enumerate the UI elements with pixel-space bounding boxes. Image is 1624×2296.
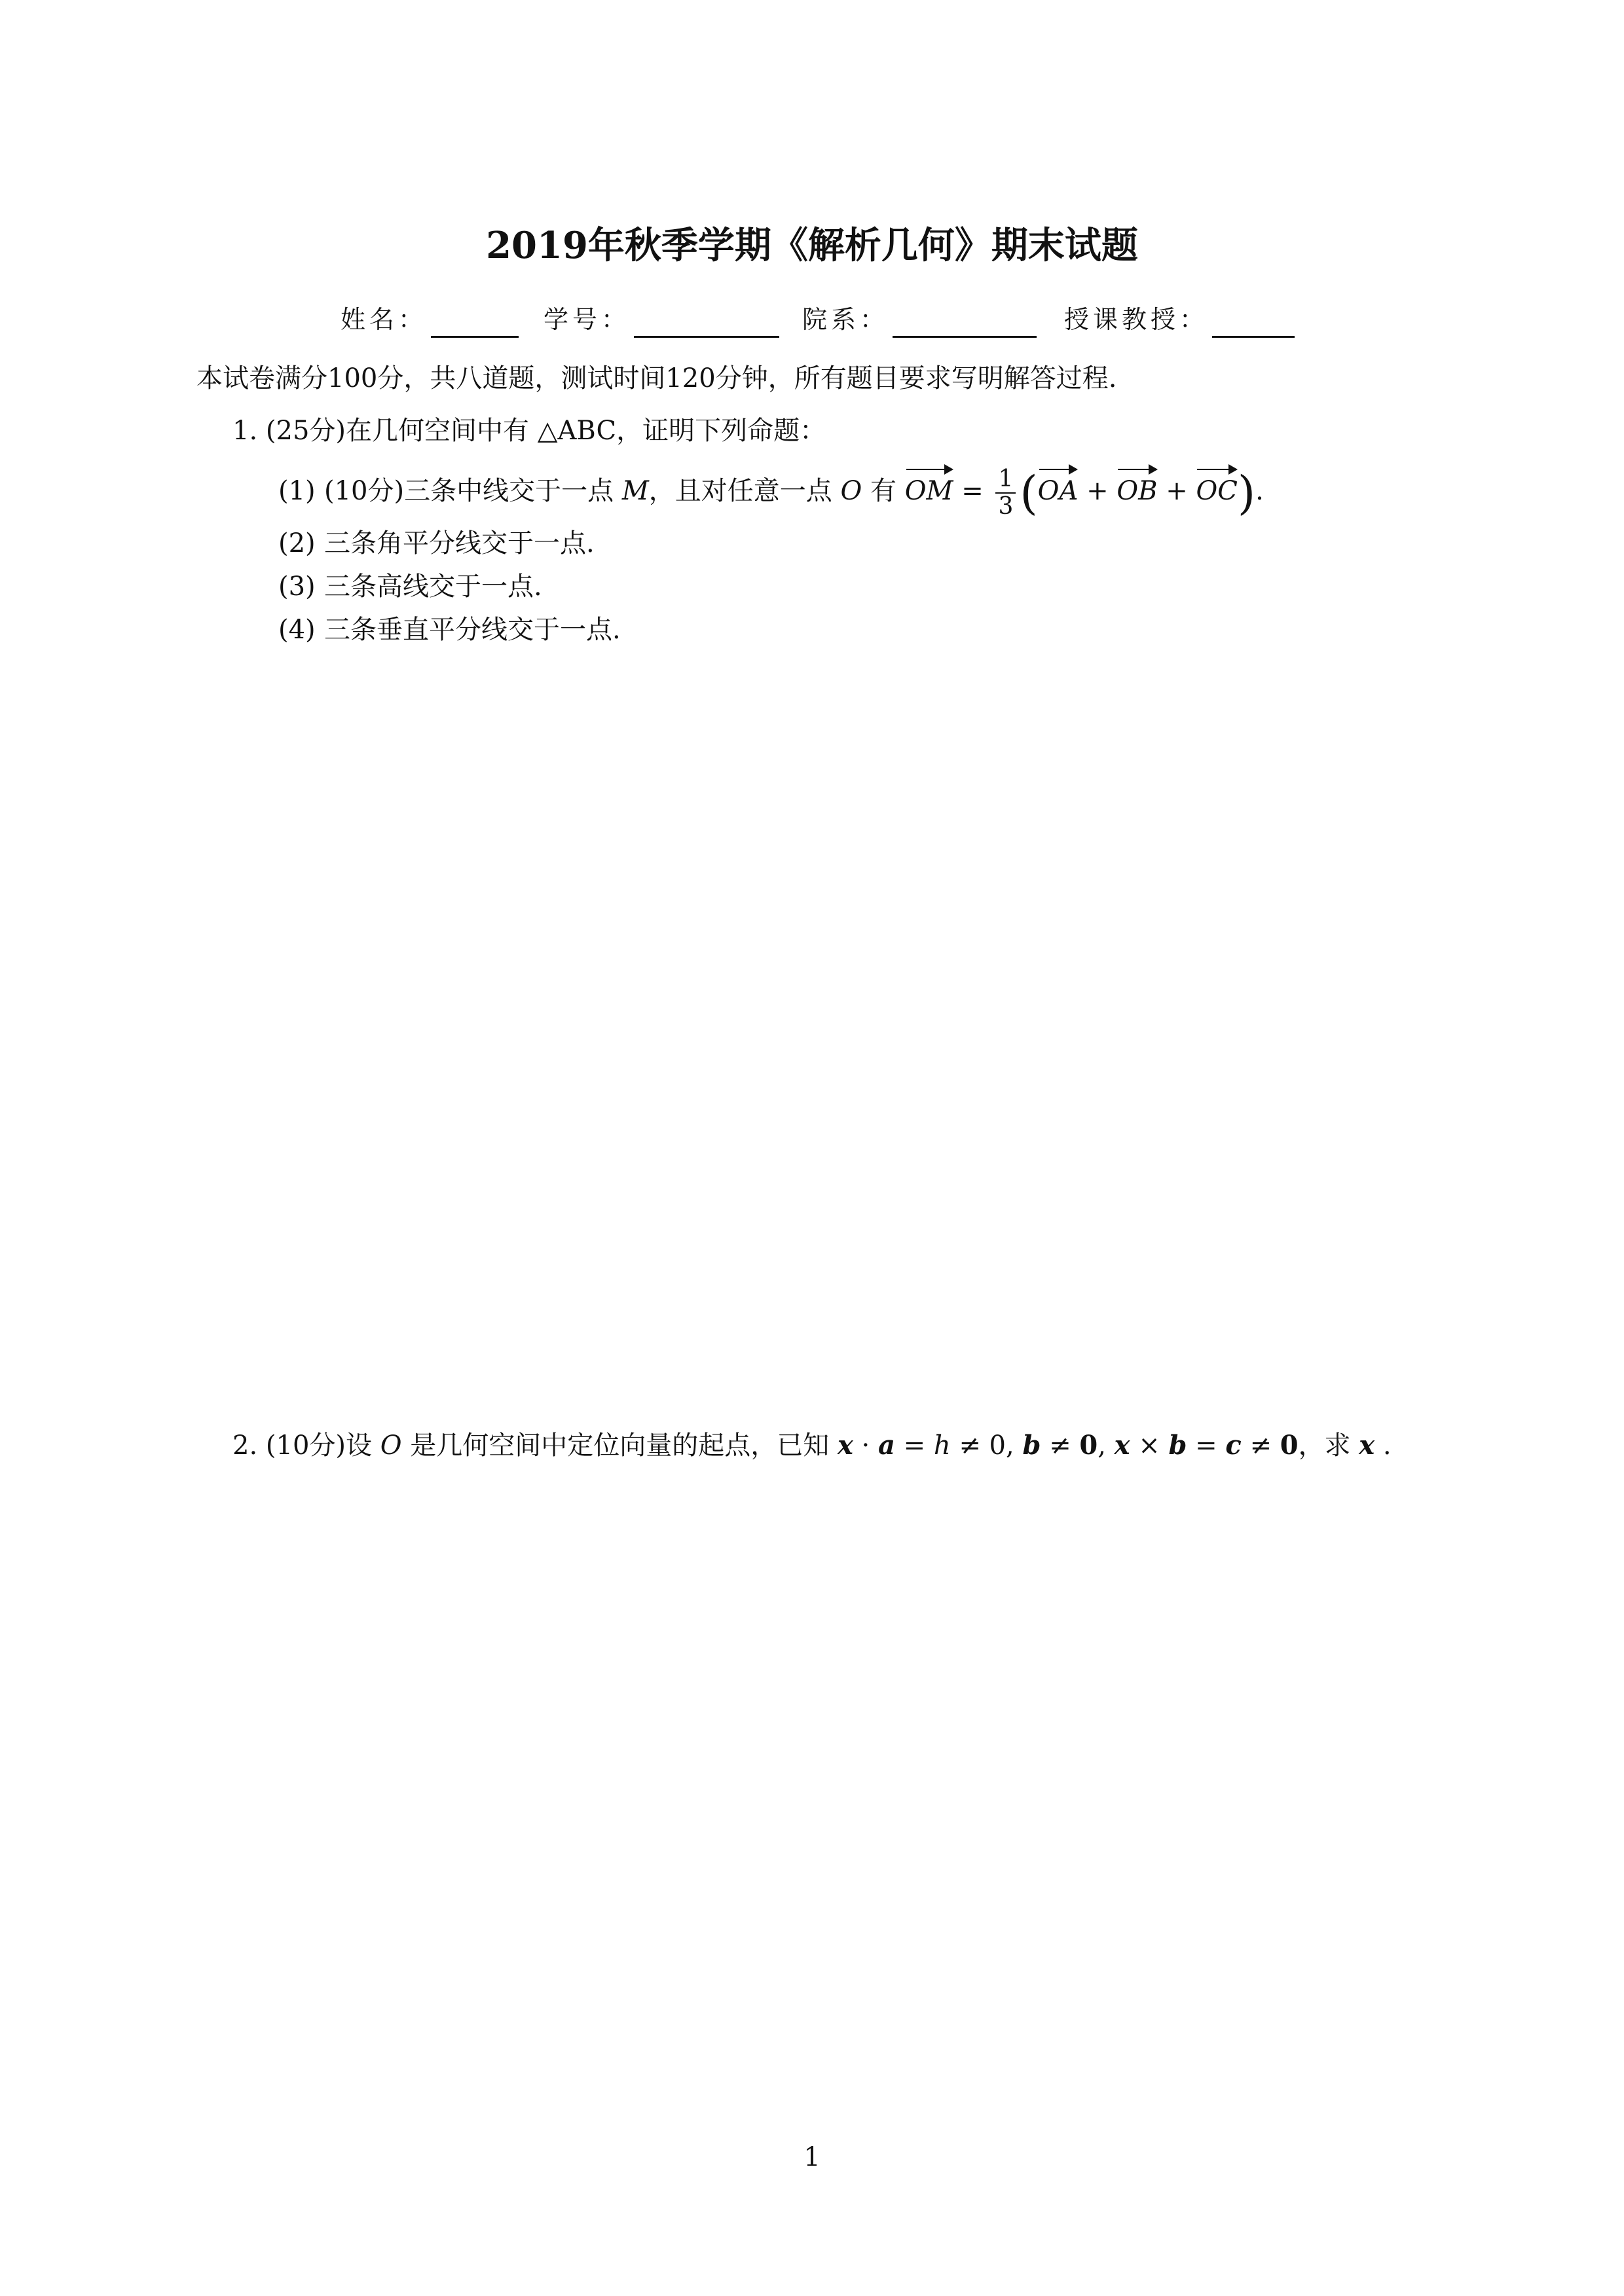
vector-b: b (1022, 1430, 1041, 1461)
teacher-blank[interactable] (1212, 310, 1295, 338)
question-1-part-3 (278, 567, 542, 606)
student-id-field (544, 301, 779, 338)
fraction-numerator: 1 (995, 466, 1016, 494)
part-text: 有 (862, 476, 905, 506)
part-text: 三条角平分线交于一点. (324, 528, 595, 558)
part-number: (1) (278, 476, 316, 506)
not-equal-zero: ≠ 0, (950, 1430, 1023, 1461)
comma: , (1098, 1430, 1115, 1461)
fraction-denominator: 3 (998, 493, 1014, 520)
name-blank[interactable] (431, 310, 519, 338)
vector-ob: OB (1116, 467, 1157, 511)
plus-sign: + (1157, 476, 1196, 506)
question-1-number: 1. (232, 416, 258, 446)
part-text: 三条垂直平分线交于一点. (324, 615, 621, 645)
name-field (341, 301, 519, 338)
var-o: O (840, 476, 862, 506)
var-h: h (933, 1430, 951, 1461)
part-number: (3) (278, 572, 316, 602)
dot-operator: · (853, 1430, 878, 1461)
vector-c: c (1225, 1430, 1242, 1461)
part-text: 三条高线交于一点. (324, 572, 542, 602)
question-2-text: ，求 (1298, 1430, 1359, 1461)
var-m: M (621, 476, 649, 506)
var-o: O (380, 1430, 402, 1461)
page-number: 1 (803, 2142, 821, 2172)
page-title: 2019年秋季学期《解析几何》期末试题 (486, 224, 1138, 267)
vector-om: OM (905, 467, 953, 511)
period: . (1255, 476, 1264, 506)
left-paren: ( (1020, 466, 1038, 520)
student-info-fields (0, 301, 1624, 340)
plus-sign: + (1078, 476, 1117, 506)
not-equal-sign: ≠ (1041, 1430, 1080, 1461)
part-number: (2) (278, 528, 316, 558)
department-label: 院系： (802, 305, 889, 334)
right-paren: ) (1237, 466, 1256, 520)
question-2 (232, 1426, 1392, 1465)
question-1 (232, 411, 826, 450)
zero-vector: 0 (1280, 1430, 1299, 1461)
equals-sign: = (953, 476, 992, 506)
question-2-text: (10分)设 (265, 1430, 380, 1461)
fraction-one-third (995, 466, 1016, 520)
department-blank[interactable] (893, 310, 1037, 338)
vector-b: b (1168, 1430, 1187, 1461)
name-label: 姓名： (341, 305, 428, 334)
department-field (802, 301, 1037, 338)
exam-instructions: 本试卷满分100分，共八道题，测试时间120分钟，所有题目要求写明解答过程. (196, 363, 1117, 393)
vector-x: x (1359, 1430, 1375, 1461)
equals-sign: = (895, 1430, 934, 1461)
part-text: (10分)三条中线交于一点 (324, 476, 622, 506)
zero-vector: 0 (1079, 1430, 1098, 1461)
question-1-part-2 (278, 524, 595, 563)
teacher-field (1064, 301, 1295, 338)
student-id-blank[interactable] (634, 310, 779, 338)
teacher-label: 授课教授： (1064, 305, 1209, 334)
not-equal-sign: ≠ (1241, 1430, 1280, 1461)
cross-operator: × (1130, 1430, 1169, 1461)
question-2-number: 2. (232, 1430, 258, 1461)
question-1-text: (25分)在几何空间中有 △ABC，证明下列命题： (265, 416, 826, 446)
vector-oc: OC (1196, 467, 1237, 511)
period: . (1375, 1430, 1392, 1461)
part-text: ，且对任意一点 (648, 476, 841, 506)
student-id-label: 学号： (544, 305, 631, 334)
question-2-text: 是几何空间中定位向量的起点，已知 (401, 1430, 838, 1461)
part-number: (4) (278, 615, 316, 645)
equals-sign: = (1187, 1430, 1226, 1461)
vector-x: x (837, 1430, 853, 1461)
question-1-part-4 (278, 610, 621, 649)
vector-a: a (877, 1430, 895, 1461)
vector-x: x (1114, 1430, 1130, 1461)
vector-oa: OA (1038, 467, 1079, 511)
question-1-part-1 (278, 466, 1264, 520)
